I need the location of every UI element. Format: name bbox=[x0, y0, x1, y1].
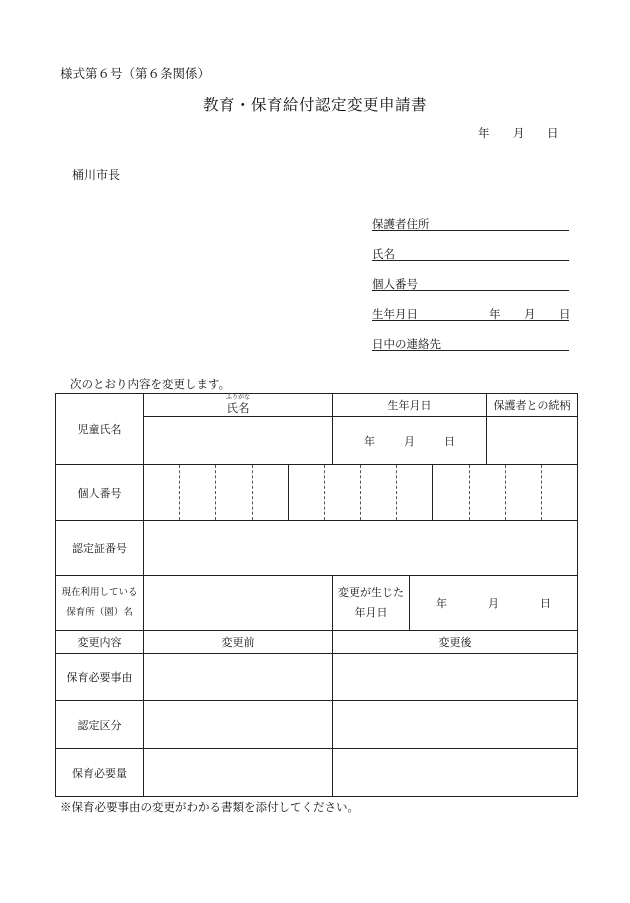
guardian-personal-number-field[interactable] bbox=[372, 276, 569, 291]
cert-number-label: 認定証番号 bbox=[56, 521, 144, 576]
care-reason-after-input[interactable] bbox=[333, 654, 578, 701]
relationship-input[interactable] bbox=[487, 417, 578, 465]
guardian-birth-year-label: 年 bbox=[489, 307, 501, 321]
child-name-input[interactable] bbox=[144, 417, 333, 465]
child-name-label: 児童氏名 bbox=[56, 394, 144, 465]
care-reason-label: 保育必要事由 bbox=[56, 654, 144, 701]
cert-category-before-input[interactable] bbox=[144, 701, 333, 749]
date-day-label: 日 bbox=[547, 126, 559, 140]
current-facility-label-line2: 保育所（園）名 bbox=[66, 607, 133, 618]
name-header-text: 氏名 bbox=[226, 400, 250, 415]
guardian-birth-day-label: 日 bbox=[559, 307, 571, 321]
before-header: 変更前 bbox=[144, 631, 333, 654]
child-birth-year-label: 年 bbox=[364, 434, 376, 448]
child-birth-month-label: 月 bbox=[404, 434, 416, 448]
change-date-label bbox=[333, 576, 410, 631]
child-birthdate-input[interactable] bbox=[333, 417, 487, 465]
name-header-ruby: ふりがな bbox=[226, 393, 251, 401]
cert-number-input[interactable] bbox=[144, 521, 578, 576]
child-personal-number-input[interactable] bbox=[144, 465, 578, 521]
care-reason-before-input[interactable] bbox=[144, 654, 333, 701]
change-date-label-line1: 変更が生じた bbox=[338, 586, 405, 599]
birthdate-header: 生年月日 bbox=[333, 394, 487, 417]
change-details-table bbox=[55, 393, 578, 797]
current-facility-label bbox=[56, 576, 144, 631]
date-year-label: 年 bbox=[478, 126, 490, 140]
guardian-birthdate-field[interactable] bbox=[372, 306, 569, 321]
name-header bbox=[144, 394, 333, 417]
change-date-input[interactable] bbox=[410, 576, 578, 631]
guardian-birthdate-label: 生年月日 bbox=[372, 307, 418, 321]
care-amount-before-input[interactable] bbox=[144, 749, 333, 797]
current-facility-label-line1: 現在利用している bbox=[61, 587, 138, 598]
care-amount-label: 保育必要量 bbox=[56, 749, 144, 797]
change-content-label: 変更内容 bbox=[56, 631, 144, 654]
child-birth-day-label: 日 bbox=[444, 434, 456, 448]
intro-text: 次のとおり内容を変更します。 bbox=[70, 377, 231, 391]
addressee: 桶川市長 bbox=[72, 168, 121, 182]
date-month-label: 月 bbox=[513, 126, 525, 140]
change-date-label-line2: 年月日 bbox=[354, 606, 388, 619]
child-personal-number-label: 個人番号 bbox=[56, 465, 144, 521]
change-year-label: 年 bbox=[436, 597, 448, 610]
change-month-label: 月 bbox=[488, 597, 500, 610]
cert-category-label: 認定区分 bbox=[56, 701, 144, 749]
guardian-name-label: 氏名 bbox=[372, 247, 395, 261]
cert-category-after-input[interactable] bbox=[333, 701, 578, 749]
guardian-address-field[interactable] bbox=[372, 216, 569, 231]
footnote: ※保育必要事由の変更がわかる書類を添付してください。 bbox=[60, 800, 359, 814]
change-day-label: 日 bbox=[540, 597, 552, 610]
form-number: 様式第６号（第６条関係） bbox=[60, 66, 211, 81]
guardian-personal-number-label: 個人番号 bbox=[372, 277, 418, 291]
personal-number-digit-boxes bbox=[144, 465, 577, 520]
daytime-contact-label: 日中の連絡先 bbox=[372, 337, 441, 351]
guardian-name-field[interactable] bbox=[372, 246, 569, 261]
form-title: 教育・保育給付認定変更申請書 bbox=[202, 96, 427, 114]
guardian-address-label: 保護者住所 bbox=[372, 217, 430, 231]
relationship-header: 保護者との続柄 bbox=[487, 394, 578, 417]
daytime-contact-field[interactable] bbox=[372, 336, 569, 351]
care-amount-after-input[interactable] bbox=[333, 749, 578, 797]
after-header: 変更後 bbox=[333, 631, 578, 654]
current-facility-input[interactable] bbox=[144, 576, 333, 631]
guardian-birth-month-label: 月 bbox=[524, 307, 536, 321]
